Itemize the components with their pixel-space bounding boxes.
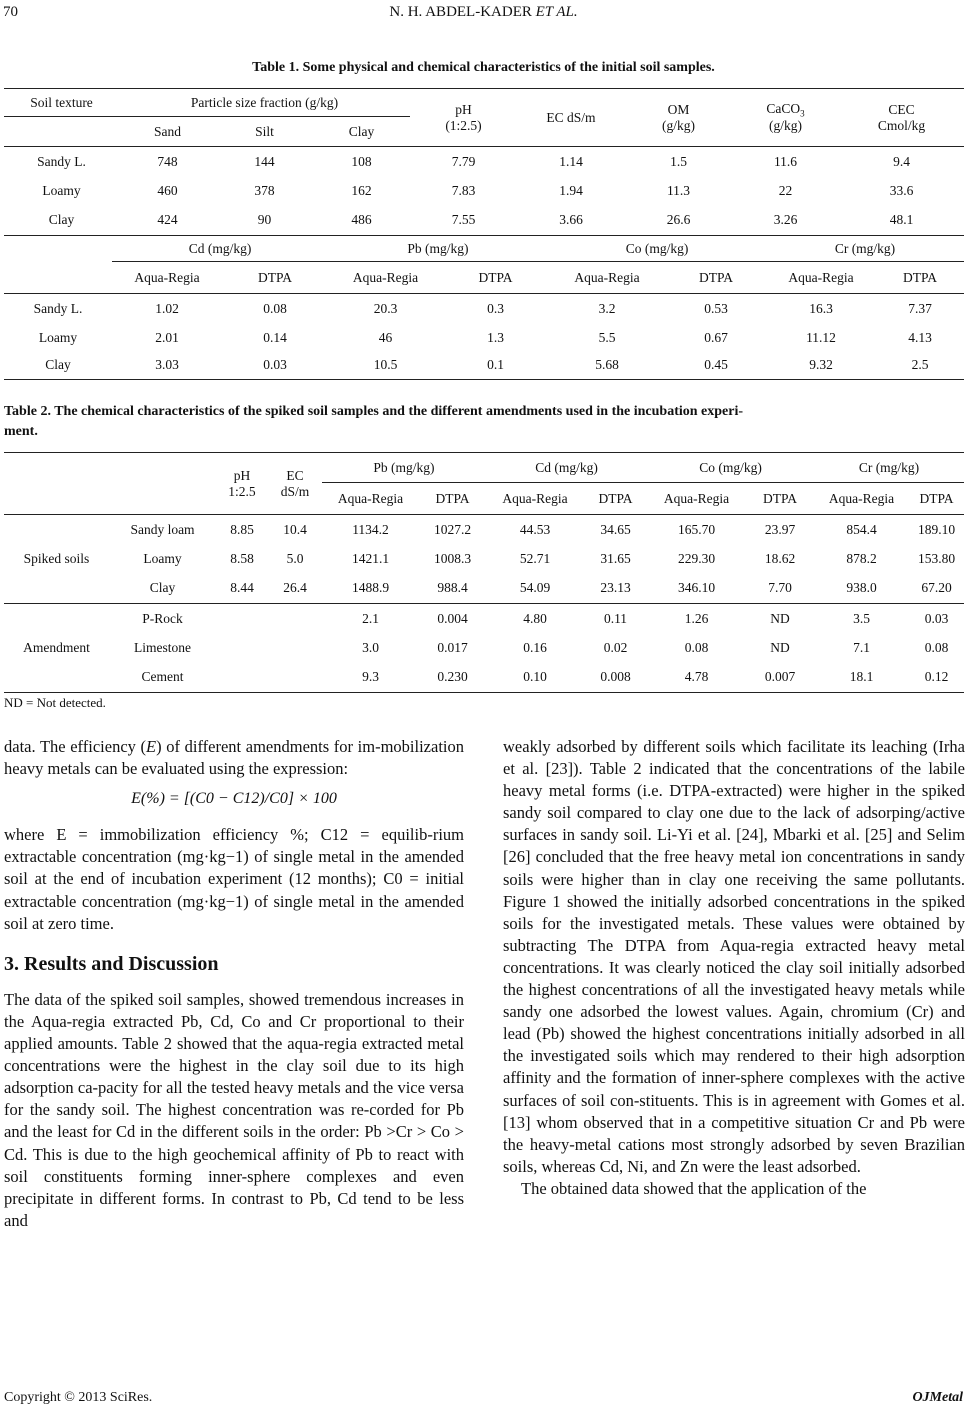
table1-caption: Table 1. Some physical and chemical characteristics of the initial soil samples. xyxy=(252,60,715,75)
t2-h-pb: Pb (mg/kg) xyxy=(322,453,486,483)
running-header xyxy=(0,4,967,21)
table-row: Loamy 2.01 0.14 46 1.3 5.5 0.67 11.12 4.13 xyxy=(38,329,932,345)
table-row: Sandy L. 748 144 108 7.79 1.14 1.5 11.6 9.4 xyxy=(37,153,910,169)
footer-journal: OJMetal xyxy=(912,1390,963,1405)
t1-h-caco3: CaCO$_3$ (g/kg) xyxy=(766,100,805,134)
right-column xyxy=(503,736,965,1200)
t2-h-cd: Cd (mg/kg) xyxy=(486,453,647,483)
t2-h-ph: pH 1:2.5 xyxy=(216,453,268,515)
t1-h-cd: Cd (mg/kg) xyxy=(112,236,328,262)
table-row: Clay 8.44 26.4 1488.9 988.4 54.09 23.13 346.10 7.70 938.0 67.20 xyxy=(4,573,964,604)
table-row: Loamy 8.58 5.0 1421.1 1008.3 52.71 31.65 229.30 18.62 878.2 153.80 xyxy=(143,551,956,566)
table1-metals-header2: Aqua-Regia DTPA Aqua-Regia DTPA Aqua-Regia DTPA Aqua-Regia DTPA xyxy=(4,262,964,294)
table2-note: ND = Not detected. xyxy=(4,695,106,710)
table1-metals-header1 xyxy=(4,236,964,262)
left-para-1: data. The efficiency (E) of different amendments for im-mobilization heavy metals can be evaluated using the expression: xyxy=(4,737,464,779)
table2-header1 xyxy=(4,453,964,483)
table-row: Cement 9.3 0.230 0.10 0.008 4.78 0.007 18.1 0.12 xyxy=(4,662,964,693)
table1 xyxy=(4,88,964,235)
table-row: Limestone 3.0 0.017 0.16 0.02 0.08 ND 7.1 0.08 xyxy=(134,640,949,655)
t2-h-co: Co (mg/kg) xyxy=(647,453,814,483)
t1-h-particle: Particle size fraction (g/kg) xyxy=(190,94,339,110)
t1-h-soil-texture: Soil texture xyxy=(30,94,93,110)
t2-h-cr: Cr (mg/kg) xyxy=(814,453,964,483)
t1-h-silt: Silt xyxy=(255,123,274,139)
t1-h-clay: Clay xyxy=(348,123,375,139)
t2-group-spiked: Spiked soils xyxy=(23,551,90,566)
t1-h-cr: Cr (mg/kg) xyxy=(766,236,964,262)
section-heading: 3. Results and Discussion xyxy=(4,952,219,975)
right-para-1: weakly adsorbed by different soils which facilitate its leaching (Irha et al. [23]). Table 2 indicated that the concentrations of the labile heavy metal forms (i.e. DTPA-extracted) were higher in the spiked sandy soil compared to clay one due to the lack of adsorping/active surfaces in sandy soil. Li-Yi et al. [24], Mbarki et al. [25] and Selim [26] concluded that the free heavy metal ion concentrations in sandy soils were higher than in clay one receiving the same pollutants. Figure 1 showed the initially adsorbed concentrations in the spiked soils for the investigated metals. These values were obtained by subtracting The DTPA from Aqua-regia extracted heavy metal concentrations. It was clearly noticed the clay soil initially adsorbed the highest concentrations of all the investigated heavy metals while sandy one adsorbed the lowest values. Again, chromium (Cr) and lead (Pb) showed the highest concentrations initially adsorbed in all the investigated soils which may rendered to their high adsorption affinity and the formation of inner-sphere complexes with the active surfaces of soil con-stituents. This is in agreement with Gomes et al. [13] whom observed that in a competitive situation Cr and Pb were the heavy-metal cations most strongly adsorbed by seven Brazilian soils, whereas Cd, Ni, and Zn were the least adsorbed. xyxy=(503,737,965,1176)
table2-caption: Table 2. The chemical characteristics of the spiked soil samples and the different amendments used in the incubation experi- ment. xyxy=(4,404,744,439)
table2-header2: Aqua-Regia DTPA Aqua-Regia DTPA Aqua-Regia DTPA Aqua-Regia DTPA xyxy=(4,483,964,515)
left-para-2: where E = immobilization efficiency %; C12 = equilib-rium extractable concentration (mg·kg−1) of single metal in the amended soil at the end of incubation experiment (12 months); C0 = initial extractable concentration (mg·kg−1) of single metal in the amended soil at zero time. xyxy=(4,825,464,933)
table-row: Sandy L. 1.02 0.08 20.3 0.3 3.2 0.53 16.3 7.37 xyxy=(33,300,932,316)
t2-h-ec: EC dS/m xyxy=(268,453,322,515)
t2-group-amend: Amendment xyxy=(4,604,109,693)
t1-h-sand: Sand xyxy=(154,123,181,139)
table-row: Amendment P-Rock 2.1 0.004 4.80 0.11 1.26 ND 3.5 0.03 xyxy=(4,604,964,635)
t1-h-ec: EC dS/m xyxy=(546,109,596,125)
table1-metals xyxy=(4,235,964,380)
table1-header-row1 xyxy=(4,89,964,117)
t1-h-cec: CEC Cmol/kg xyxy=(877,101,926,133)
t1-h-om: OM (g/kg) xyxy=(662,101,695,133)
efficiency-formula: E(%) = [(C0 − C12)/C0] × 100 xyxy=(131,790,337,808)
right-para-2: The obtained data showed that the application of the xyxy=(521,1178,867,1198)
table-row: Loamy 460 378 162 7.83 1.94 11.3 22 33.6 xyxy=(42,182,914,198)
running-title-etal: ET AL. xyxy=(535,4,578,20)
left-para-3: The data of the spiked soil samples, showed tremendous increases in the Aqua-regia extracted Pb, Cd, Co and Cr proportional to their applied amounts. Table 2 showed that the aqua-regia extracted metal concentrations were the highest in the clay soil due to its high adsorption ca-pacity for all the tested heavy metals and the vice versa for the sandy soil. The highest concentration was re-corded for Pb and the least for Cd in the different soils in the order: Pb >Cr > Co > Cd. This is due to the high geochemical affinity of Pb to react with soil constituents forming inner-sphere complexes and even precipitate in different forms. In contrast to Pb, Cd tend to be less and xyxy=(4,989,464,1230)
running-title: N. H. ABDEL-KADER xyxy=(389,4,532,20)
left-column xyxy=(4,736,464,1232)
t1-h-ph: pH (1:2.5) xyxy=(445,101,482,133)
page-number: 70 xyxy=(3,4,18,20)
table-row: Clay 424 90 486 7.55 3.66 26.6 3.26 48.1 xyxy=(48,211,914,227)
t1-h-co: Co (mg/kg) xyxy=(548,236,766,262)
footer-copyright: Copyright © 2013 SciRes. xyxy=(4,1390,153,1405)
table-row: Spiked soils Sandy loam 8.85 10.4 1134.2 1027.2 44.53 34.65 165.70 23.97 854.4 189.10 xyxy=(4,515,964,546)
t1-h-pb: Pb (mg/kg) xyxy=(328,236,548,262)
table-row: Clay 3.03 0.03 10.5 0.1 5.68 0.45 9.32 2.5 xyxy=(4,352,964,380)
table2 xyxy=(4,452,964,693)
